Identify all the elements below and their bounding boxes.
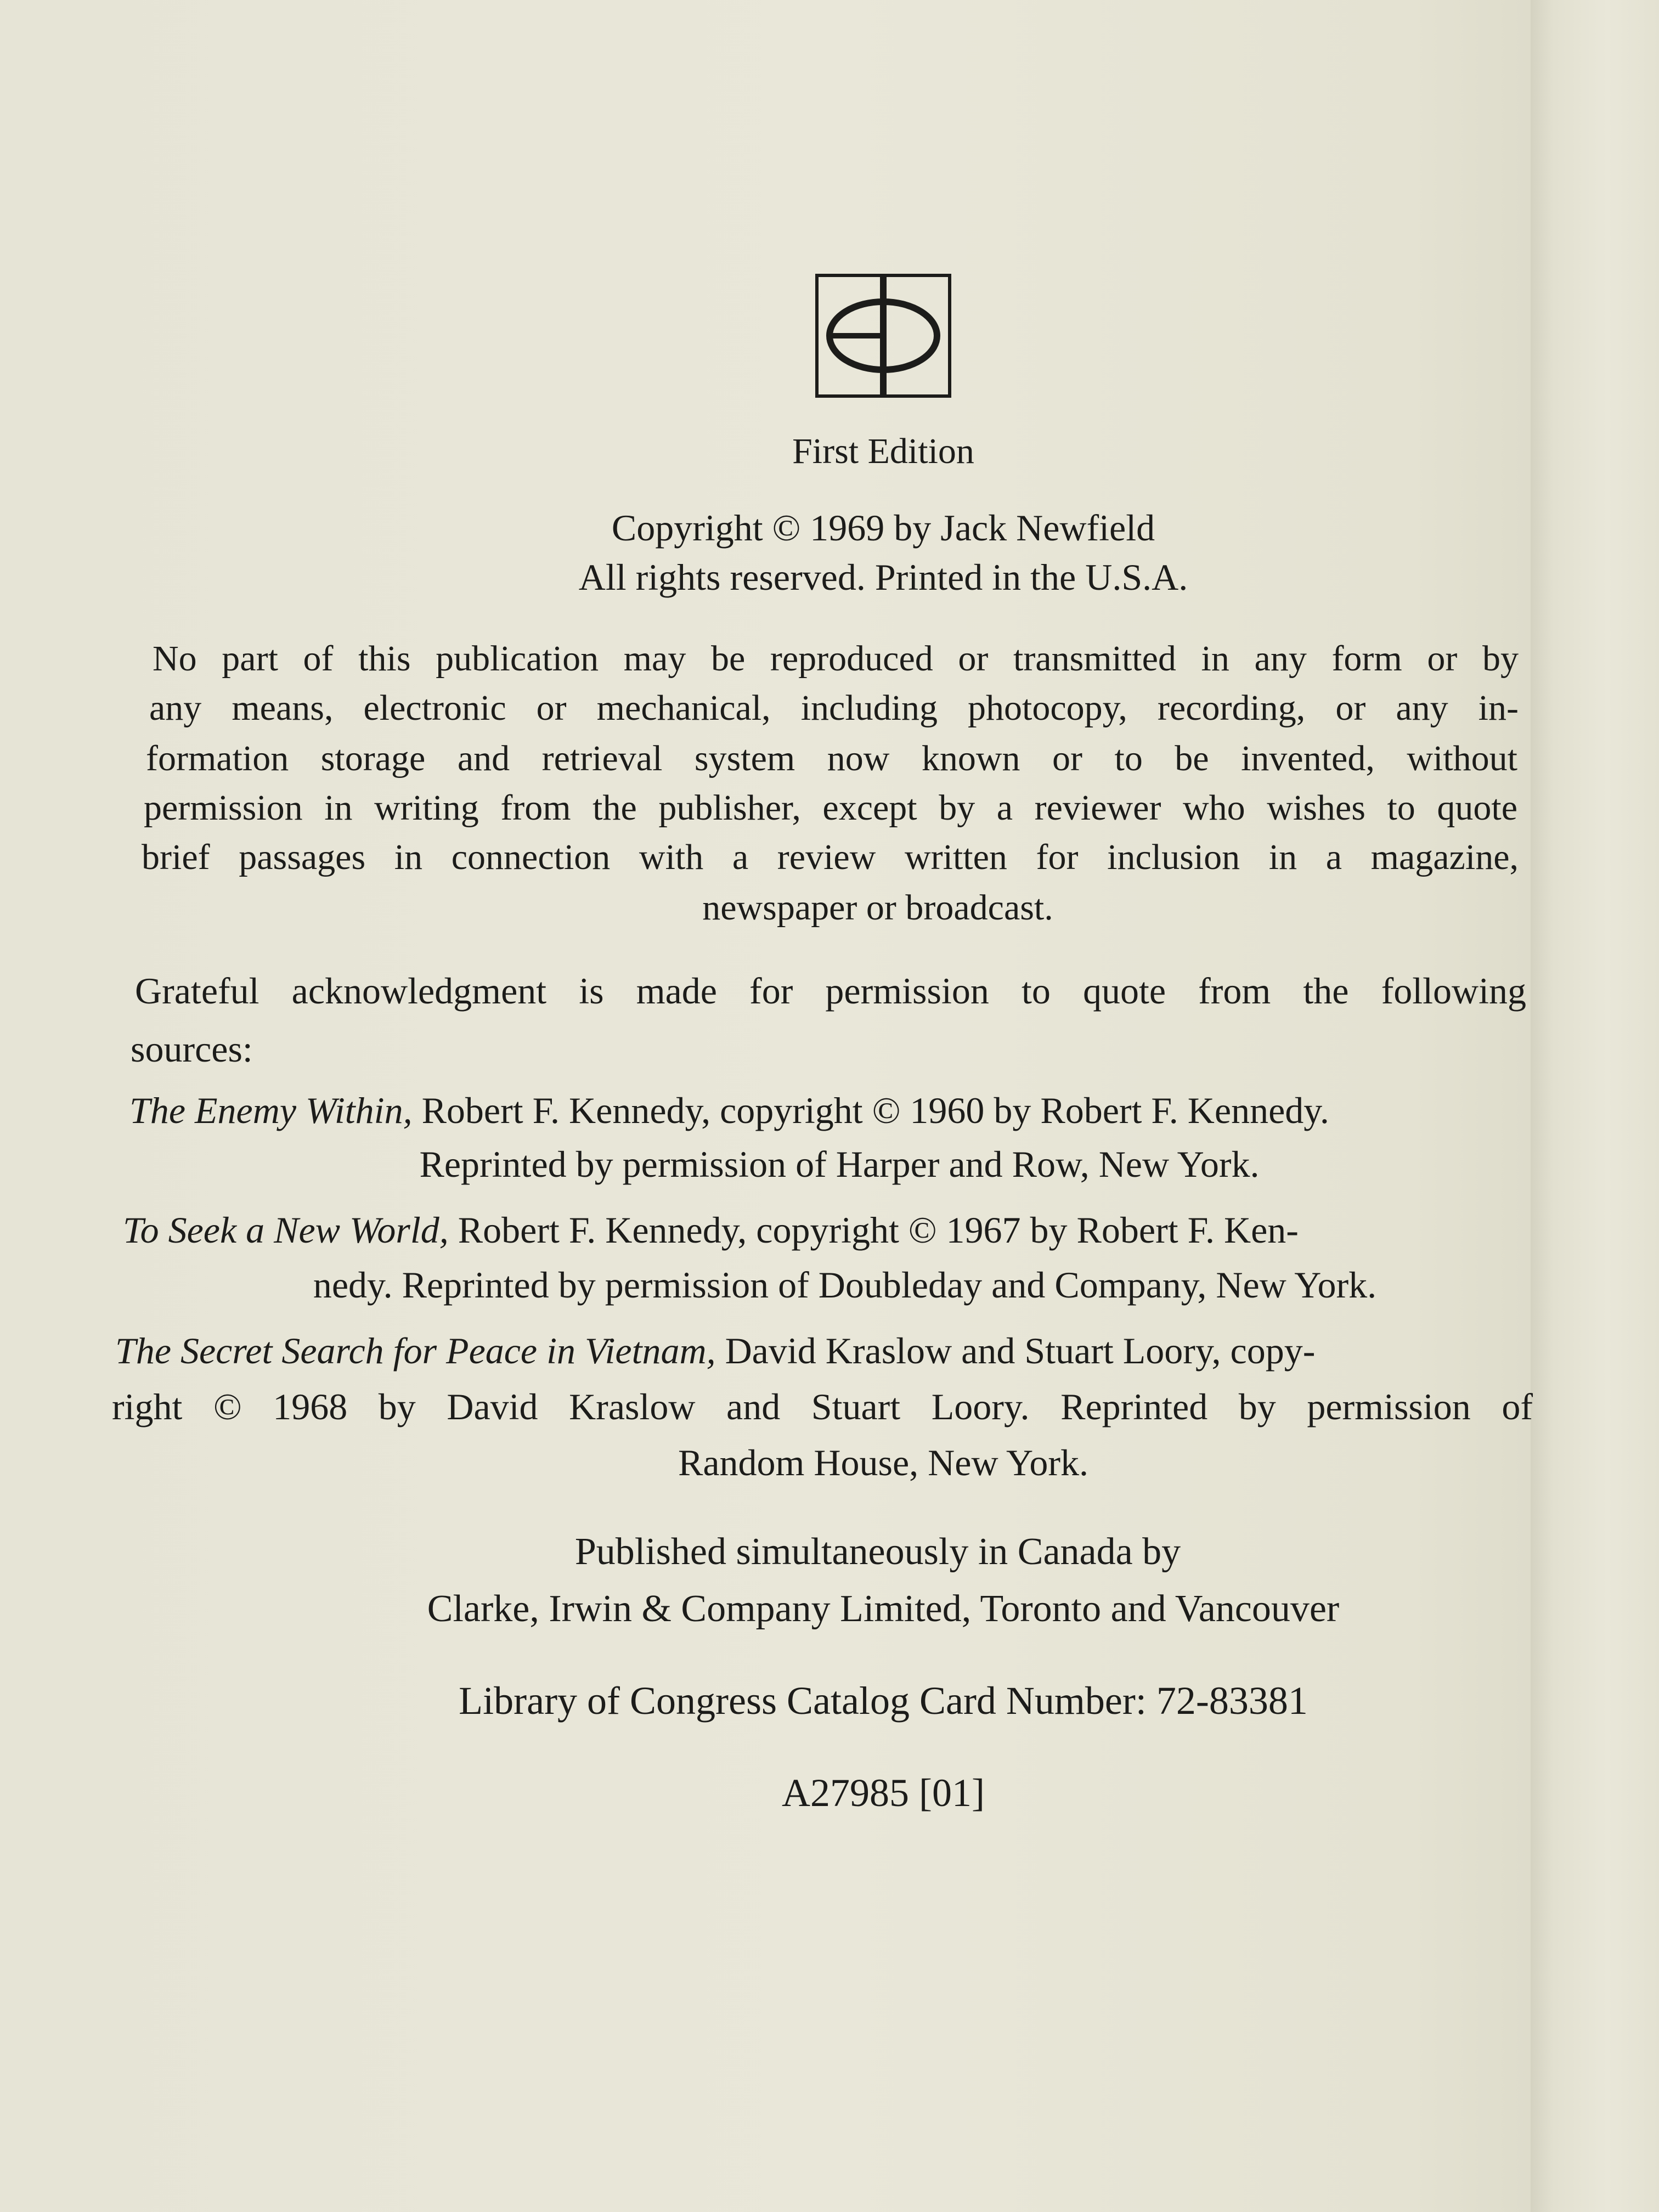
source-3-details: David Kraslow and Stuart Loory, copy- — [715, 1330, 1316, 1372]
source-2-details: Robert F. Kennedy, copyright © 1967 by Robert F. Ken- — [448, 1209, 1299, 1251]
notice-line-6: newspaper or broadcast. — [702, 888, 1053, 928]
notice-line-4: permission in writing from the publisher, except by a reviewer who wishes to quote — [144, 788, 1517, 828]
source-1-line-1 — [129, 1092, 1528, 1129]
source-2-line-2: nedy. Reprinted by permission of Doubleday and Company, New York. — [313, 1264, 1377, 1306]
monogram-logo-icon — [815, 273, 952, 398]
source-2-line-1 — [123, 1211, 1527, 1249]
canada-line-1: Published simultaneously in Canada by — [574, 1531, 1181, 1573]
source-3-line-3: Random House, New York. — [678, 1442, 1088, 1483]
source-3-line-2: right © 1968 by David Kraslow and Stuart Loory. Reprinted by permission of — [112, 1386, 1533, 1427]
source-1-details: Robert F. Kennedy, copyright © 1960 by Robert F. Kennedy. — [412, 1090, 1329, 1131]
notice-line-3: formation storage and retrieval system now known or to be invented, without — [146, 738, 1517, 778]
source-3-line-1 — [115, 1330, 1531, 1372]
catalog-number: Library of Congress Catalog Card Number: 72-83381 — [459, 1679, 1308, 1723]
notice-line-2: any means, electronic or mechanical, including photocopy, recording, or any in- — [149, 688, 1519, 728]
source-3-title: The Secret Search for Peace in Vietnam, — [115, 1330, 716, 1372]
canada-line-2: Clarke, Irwin & Company Limited, Toronto and Vancouver — [427, 1588, 1340, 1630]
notice-line-5: brief passages in connection with a review written for inclusion in a magazine, — [142, 837, 1519, 877]
notice-line-1: No part of this publication may be reproduced or transmitted in any form or by — [153, 639, 1519, 679]
rights-line: All rights reserved. Printed in the U.S.A. — [578, 556, 1188, 598]
printing-code: A27985 [01] — [782, 1771, 985, 1815]
copyright-line: Copyright © 1969 by Jack Newfield — [611, 507, 1155, 549]
acknowledgment-line-2: sources: — [131, 1028, 253, 1070]
source-2-title: To Seek a New World, — [123, 1209, 449, 1251]
source-1-line-2: Reprinted by permission of Harper and Row, New York. — [419, 1143, 1260, 1185]
edition-line: First Edition — [792, 431, 974, 471]
page-edge — [1531, 0, 1659, 2212]
acknowledgment-line-1: Grateful acknowledgment is made for permission to quote from the following — [135, 970, 1526, 1012]
source-1-title: The Enemy Within, — [129, 1090, 413, 1131]
